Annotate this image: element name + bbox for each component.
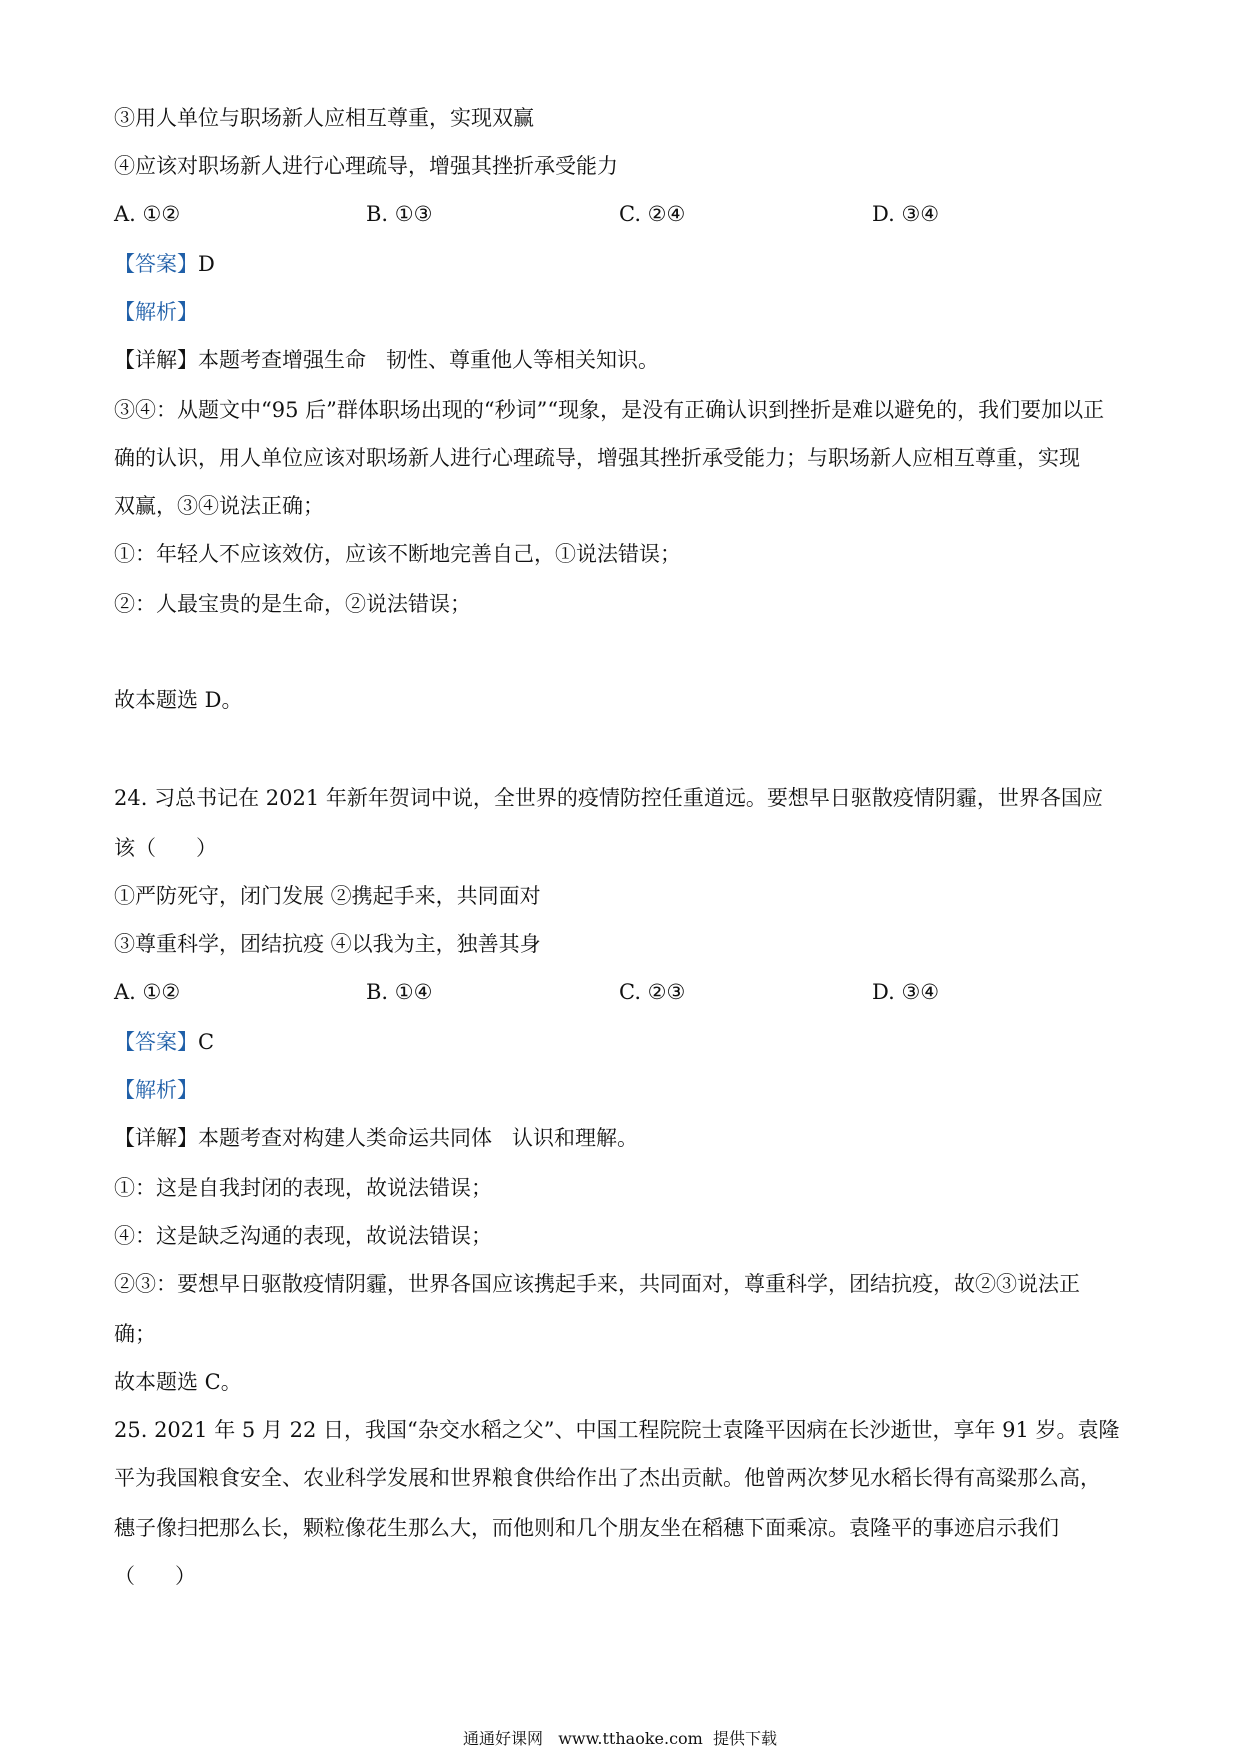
q24-detail — [114, 1124, 638, 1152]
q23-explanation-line-5: ②：人最宝贵的是生命，②说法错误； — [114, 592, 471, 616]
answer-tag: 【答案】 — [114, 1030, 198, 1054]
q24-statements-1-2: ①严防死守，闭门发展 ②携起手来，共同面对 — [114, 884, 541, 908]
page-footer: 通通好课网 www.tthaoke.com 提供下载 — [462, 1729, 778, 1748]
q24-explanation-line-1: ①：这是自我封闭的表现，故说法错误； — [114, 1176, 492, 1200]
detail-tag: 【详解】 — [114, 348, 198, 372]
q23-option-b: B. ①③ — [366, 202, 433, 226]
q24-stem-line-1: 24. 习总书记在 2021 年新年贺词中说，全世界的疫情防控任重道远。要想早日驱散疫情阴霾，世界各国应 — [114, 786, 1103, 810]
q23-detail — [114, 346, 659, 374]
q24-analysis-heading — [114, 1076, 198, 1104]
q23-statement-3: ③用人单位与职场新人应相互尊重，实现双赢 — [114, 106, 534, 130]
q24-option-a: A. ①② — [114, 980, 181, 1004]
answer-tag: 【答案】 — [114, 252, 198, 276]
q24-statements-3-4: ③尊重科学，团结抗疫 ④以我为主，独善其身 — [114, 932, 541, 956]
q23-explanation-line-3: 双赢，③④说法正确； — [114, 494, 324, 518]
q24-stem-line-2: 该（ ） — [114, 836, 218, 860]
q23-option-c: C. ②④ — [619, 202, 686, 226]
q23-explanation-line-1: ③④：从题文中“95 后”群体职场出现的“秒词”“现象，是没有正确认识到挫折是难以避免的，我们要加以正 — [114, 398, 1105, 422]
answer-value: C — [198, 1030, 215, 1054]
q23-explanation-line-4: ①：年轻人不应该效仿，应该不断地完善自己，①说法错误； — [114, 542, 681, 566]
q23-option-a: A. ①② — [114, 202, 181, 226]
analysis-tag: 【解析】 — [114, 300, 198, 324]
q24-explanation-line-2: ④：这是缺乏沟通的表现，故说法错误； — [114, 1224, 492, 1248]
q24-option-b: B. ①④ — [366, 980, 433, 1004]
answer-value: D — [198, 252, 215, 276]
q24-explanation-line-4: 确； — [114, 1322, 156, 1346]
q24-option-c: C. ②③ — [619, 980, 686, 1004]
q23-analysis-heading — [114, 298, 198, 326]
detail-text: 本题考查对构建人类命运共同体 认识和理解。 — [198, 1126, 639, 1150]
q24-answer — [114, 1028, 214, 1056]
q24-option-d: D. ③④ — [872, 980, 940, 1004]
detail-tag: 【详解】 — [114, 1126, 198, 1150]
q25-stem-line-2: 平为我国粮食安全、农业科学发展和世界粮食供给作出了杰出贡献。他曾两次梦见水稻长得有高粱那么高， — [114, 1466, 1101, 1490]
q24-conclusion: 故本题选 C。 — [114, 1370, 242, 1394]
q23-statement-4: ④应该对职场新人进行心理疏导，增强其挫折承受能力 — [114, 154, 618, 178]
q23-answer — [114, 250, 215, 278]
q24-explanation-line-3: ②③：要想早日驱散疫情阴霾，世界各国应该携起手来，共同面对，尊重科学，团结抗疫，故②③说法正 — [114, 1272, 1080, 1296]
q23-conclusion: 故本题选 D。 — [114, 688, 243, 712]
q25-stem-line-4: （ ） — [114, 1564, 197, 1588]
analysis-tag: 【解析】 — [114, 1078, 198, 1102]
q23-option-d: D. ③④ — [872, 202, 940, 226]
q23-explanation-line-2: 确的认识，用人单位应该对职场新人进行心理疏导，增强其挫折承受能力；与职场新人应相互尊重，实现 — [114, 446, 1080, 470]
q25-stem-line-1: 25. 2021 年 5 月 22 日，我国“杂交水稻之父”、中国工程院院士袁隆平因病在长沙逝世，享年 91 岁。袁隆 — [114, 1418, 1120, 1442]
q25-stem-line-3: 穗子像扫把那么长，颗粒像花生那么大，而他则和几个朋友坐在稻穗下面乘凉。袁隆平的事迹启示我们 — [114, 1516, 1059, 1540]
detail-text: 本题考查增强生命 韧性、尊重他人等相关知识。 — [198, 348, 660, 372]
